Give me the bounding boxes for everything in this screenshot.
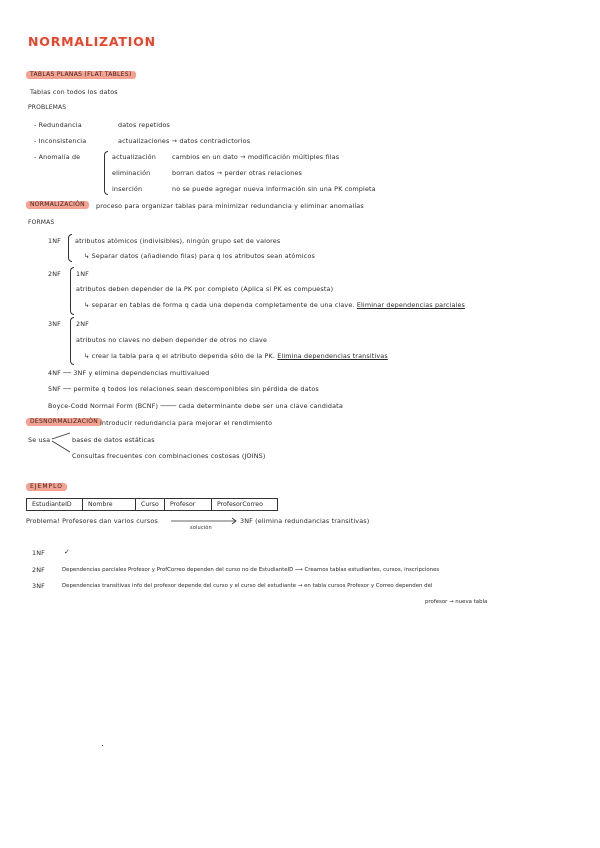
stray-dot: [102, 745, 103, 746]
use-static-db: bases de datos estáticas: [72, 436, 155, 444]
denormalization-heading: DESNORMALIZACIÓN: [26, 418, 102, 426]
example-problem-result: 3NF (elimina redundancias transitivas): [240, 517, 370, 525]
problem-redundancy-label: - Redundancia: [34, 121, 82, 129]
example-2nf-text: Dependencias parciales Profesor y ProfCorreo dependen del curso no de EstudianteID ⟶ Creamos tablas estudiantes, cursos, inscripciones: [62, 567, 440, 573]
form-bcnf: Boyce-Codd Normal Form (BCNF) ──── cada determinante debe ser una clave candidata: [48, 402, 343, 410]
form-3nf-rule: atributos no claves no deben depender de otros no clave: [76, 336, 268, 344]
anomaly-delete-text: borran datos → perder otras relaciones: [172, 169, 303, 177]
example-heading: EJEMPLO: [26, 483, 67, 491]
form-3nf-label: 3NF: [48, 320, 61, 328]
problem-redundancy-text: datos repetidos: [118, 121, 170, 129]
denormalization-desc: introducir redundancia para mejorar el rendimiento: [100, 419, 273, 427]
anomaly-insert-text: no se puede agregar nueva información sin una PK completa: [172, 185, 376, 193]
example-1nf-check: ✓: [64, 548, 71, 556]
problem-inconsistency-text: actualizaciones → datos contradictorios: [118, 137, 251, 145]
anomaly-update-text: cambios en un dato → modificación múltiples filas: [172, 153, 340, 161]
flat-tables-desc: Tablas con todos los datos: [30, 88, 118, 96]
problems-label: PROBLEMAS: [28, 104, 67, 111]
example-table-header-row: [27, 499, 278, 511]
problem-anomaly-label: - Anomalía de: [34, 153, 81, 161]
example-problem: Problema! Profesores dan varios cursos: [26, 517, 158, 525]
example-1nf-label: 1NF: [32, 549, 45, 557]
anomaly-delete-name: eliminación: [112, 169, 151, 177]
example-3nf-continuation: profesor → nueva tabla: [425, 599, 488, 605]
flat-tables-heading: TABLAS PLANAS (FLAT TABLES): [26, 71, 136, 79]
column-profesor: Profesor: [165, 499, 212, 511]
form-2nf-req: 1NF: [76, 270, 89, 278]
forms-label: FORMAS: [28, 219, 55, 226]
form-3nf-action-highlight: Elimina dependencias transitivas: [277, 352, 388, 360]
page-title: NORMALIZATION: [28, 34, 156, 49]
column-profesorcorreo: ProfesorCorreo: [212, 499, 278, 511]
form-1nf-label: 1NF: [48, 237, 61, 245]
example-3nf-text: Dependencias transitivas info del profesor depende del curso y el curso del estudiante → en tabla cursos Profesor y Correo dependen del: [62, 583, 433, 589]
form-2nf-rule: atributos deben depender de la PK por completo (Aplica si PK es compuesta): [76, 285, 334, 293]
normalization-desc: proceso para organizar tablas para minimizar redundancia y eliminar anomalías: [96, 202, 364, 210]
form-1nf-action: ↳ Separar datos (añadiendo filas) para q los atributos sean atómicos: [84, 252, 315, 260]
use-frequent-queries: Consultas frecuentes con combinaciones costosas (JOINS): [72, 452, 266, 460]
normalization-heading: NORMALIZACIÓN: [26, 201, 89, 209]
column-nombre: Nombre: [83, 499, 136, 511]
form-2nf-label: 2NF: [48, 270, 61, 278]
example-3nf-label: 3NF: [32, 582, 45, 590]
column-estudianteid: EstudianteID: [27, 499, 83, 511]
form-2nf-action-highlight: Eliminar dependencias parciales: [356, 301, 466, 309]
anomaly-insert-name: inserción: [112, 185, 143, 193]
form-5nf: 5NF ── permite q todos los relaciones sean descomponibles sin pérdida de datos: [48, 385, 319, 393]
form-3nf-req: 2NF: [76, 320, 89, 328]
form-4nf: 4NF ── 3NF y elimina dependencias multivalued: [48, 369, 210, 377]
example-2nf-label: 2NF: [32, 566, 45, 574]
form-1nf-rule: atributos atómicos (indivisibles), ningún grupo set de valores: [75, 237, 281, 245]
example-table: [26, 498, 278, 511]
problem-inconsistency-label: - Inconsistencia: [34, 137, 87, 145]
column-curso: Curso: [136, 499, 165, 511]
form-2nf-action-text: ↳ separar en tablas de forma q cada una dependa completamente de una clave.: [84, 301, 355, 309]
use-label: Se usa: [28, 436, 51, 444]
example-solution-label: solución: [190, 525, 212, 531]
anomaly-update-name: actualización: [112, 153, 156, 161]
form-3nf-action-text: ↳ crear la tabla para q el atributo dependa sólo de la PK.: [84, 352, 276, 360]
